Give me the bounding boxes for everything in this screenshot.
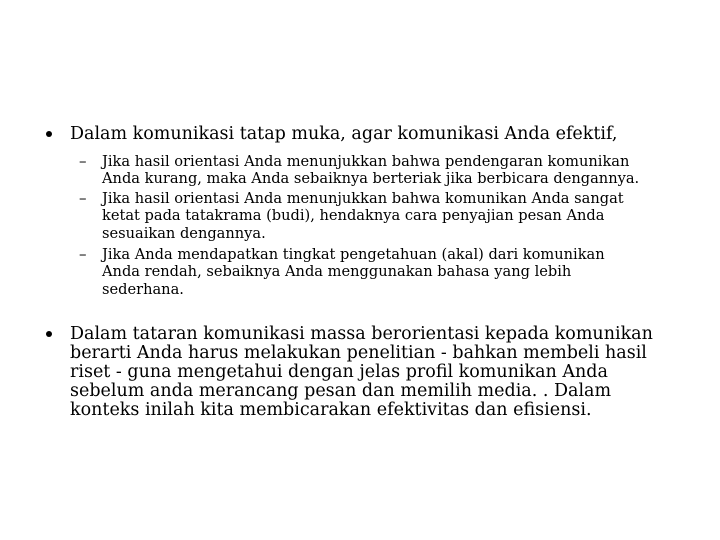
sub-item-3-text	[102, 246, 605, 298]
bullet-2-line-3: riset - guna mengetahui dengan jelas profil komunikan Anda	[70, 362, 608, 382]
sub-item-2-line-2: ketat pada tatakrama (budi), hendaknya cara penyajian pesan Anda	[102, 207, 605, 225]
bullet-dot-icon	[46, 331, 52, 337]
sub-item-1-line-1: Jika hasil orientasi Anda menunjukkan bahwa pendengaran komunikan	[102, 153, 630, 170]
bullet-2-line-1: Dalam tataran komunikasi massa berorientasi kepada komunikan	[70, 324, 653, 344]
bullet-1-line-1: Dalam komunikasi tatap muka, agar komunikasi Anda efektif,	[70, 124, 618, 144]
bullet-2-line-2: berarti Anda harus melakukan penelitian - bahkan membeli hasil	[70, 343, 647, 363]
bullet-dot-icon	[46, 131, 52, 137]
dash-icon: –	[79, 152, 87, 170]
bullet-text-2	[70, 325, 653, 420]
sub-item-2-line-1: Jika hasil orientasi Anda menunjukkan bahwa komunikan Anda sangat	[102, 190, 624, 207]
sub-item-1-text	[102, 153, 639, 188]
sub-item-3-line-2: Anda rendah, sebaiknya Anda menggunakan bahasa yang lebih	[102, 263, 572, 281]
dash-icon: –	[79, 245, 87, 263]
dash-icon: –	[79, 189, 87, 207]
sub-item-1-line-2: Anda kurang, maka Anda sebaiknya berteriak jika berbicara dengannya.	[102, 170, 640, 188]
bullet-2-line-4: sebelum anda merancang pesan dan memilih media. . Dalam	[70, 381, 612, 401]
bullet-text-1	[70, 125, 617, 144]
sub-item-3-line-1: Jika Anda mendapatkan tingkat pengetahuan (akal) dari komunikan	[102, 246, 605, 263]
sub-item-2-line-3: sesuaikan dengannya.	[102, 224, 266, 242]
bullet-2-line-5: konteks inilah kita membicarakan efektivitas dan efisiensi.	[70, 400, 592, 420]
sub-item-3-line-3: sederhana.	[102, 280, 184, 298]
sub-item-2-text	[102, 190, 624, 242]
